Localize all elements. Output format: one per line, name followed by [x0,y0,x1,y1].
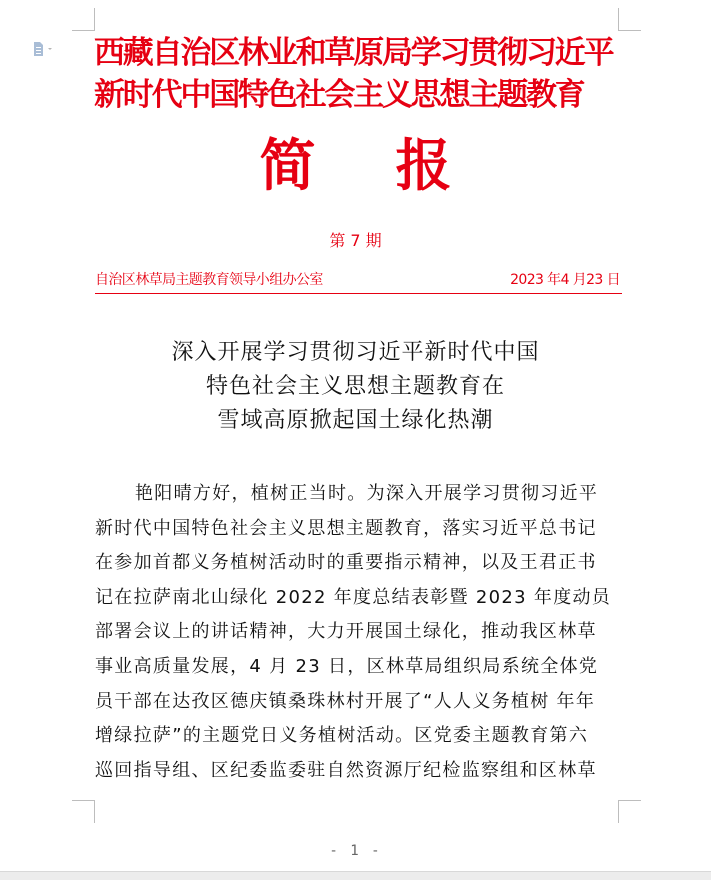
body-line: 事业高质量发展，4 月 23 日，区林草局组织局系统全体党 [95,655,599,677]
headline-line: 深入开展学习贯彻习近平新时代中国 [171,340,540,365]
issuer: 自治区林草局主题教育领导小组办公室 [95,272,323,288]
page-number: - 1 - [329,843,382,859]
body-line: 在参加首都义务植树活动时的重要指示精神，以及王君正书 [95,552,597,574]
page-corner-mark-bottom-left [72,800,95,823]
article-body [95,477,630,788]
page-corner-mark-bottom-right [618,800,641,823]
body-line: 增绿拉萨”的主题党日义务植树活动。区党委主题教育第六 [95,725,589,747]
red-divider [95,293,622,294]
document-icon[interactable] [33,41,57,55]
headline-line: 特色社会主义思想主题教育在 [205,374,505,399]
page-bottom-edge [0,871,711,880]
body-line: 部署会议上的讲话精神，大力开展国土绿化，推动我区林草 [95,621,597,643]
body-line: 记在拉萨南北山绿化 2022 年度总结表彰暨 2023 年度动员 [95,586,612,608]
header-title-line-2: 新时代中国特色社会主义思想主题教育 [94,77,584,113]
article-headline [0,336,711,438]
headline-line: 雪域高原掀起国土绿化热潮 [217,408,494,433]
issue-date: 2023 年4 月23 日 [510,272,620,288]
body-line: 巡回指导组、区纪委监委驻自然资源厅纪检监察组和区林草 [95,759,597,781]
issue-number: 第 7 期 [329,231,382,250]
header-title-line-1: 西藏自治区林业和草原局学习贯彻习近平 [94,35,613,71]
page-corner-mark-top-right [618,8,641,31]
body-line: 新时代中国特色社会主义思想主题教育，落实习近平总书记 [95,517,597,539]
body-line: 员干部在达孜区德庆镇桑珠林村开展了“人人义务植树 年年 [95,690,596,712]
body-line: 艳阳晴方好，植树正当时。为深入开展学习贯彻习近平 [135,483,599,504]
publication-title: 简报 [259,133,532,199]
page-corner-mark-top-left [72,8,95,31]
